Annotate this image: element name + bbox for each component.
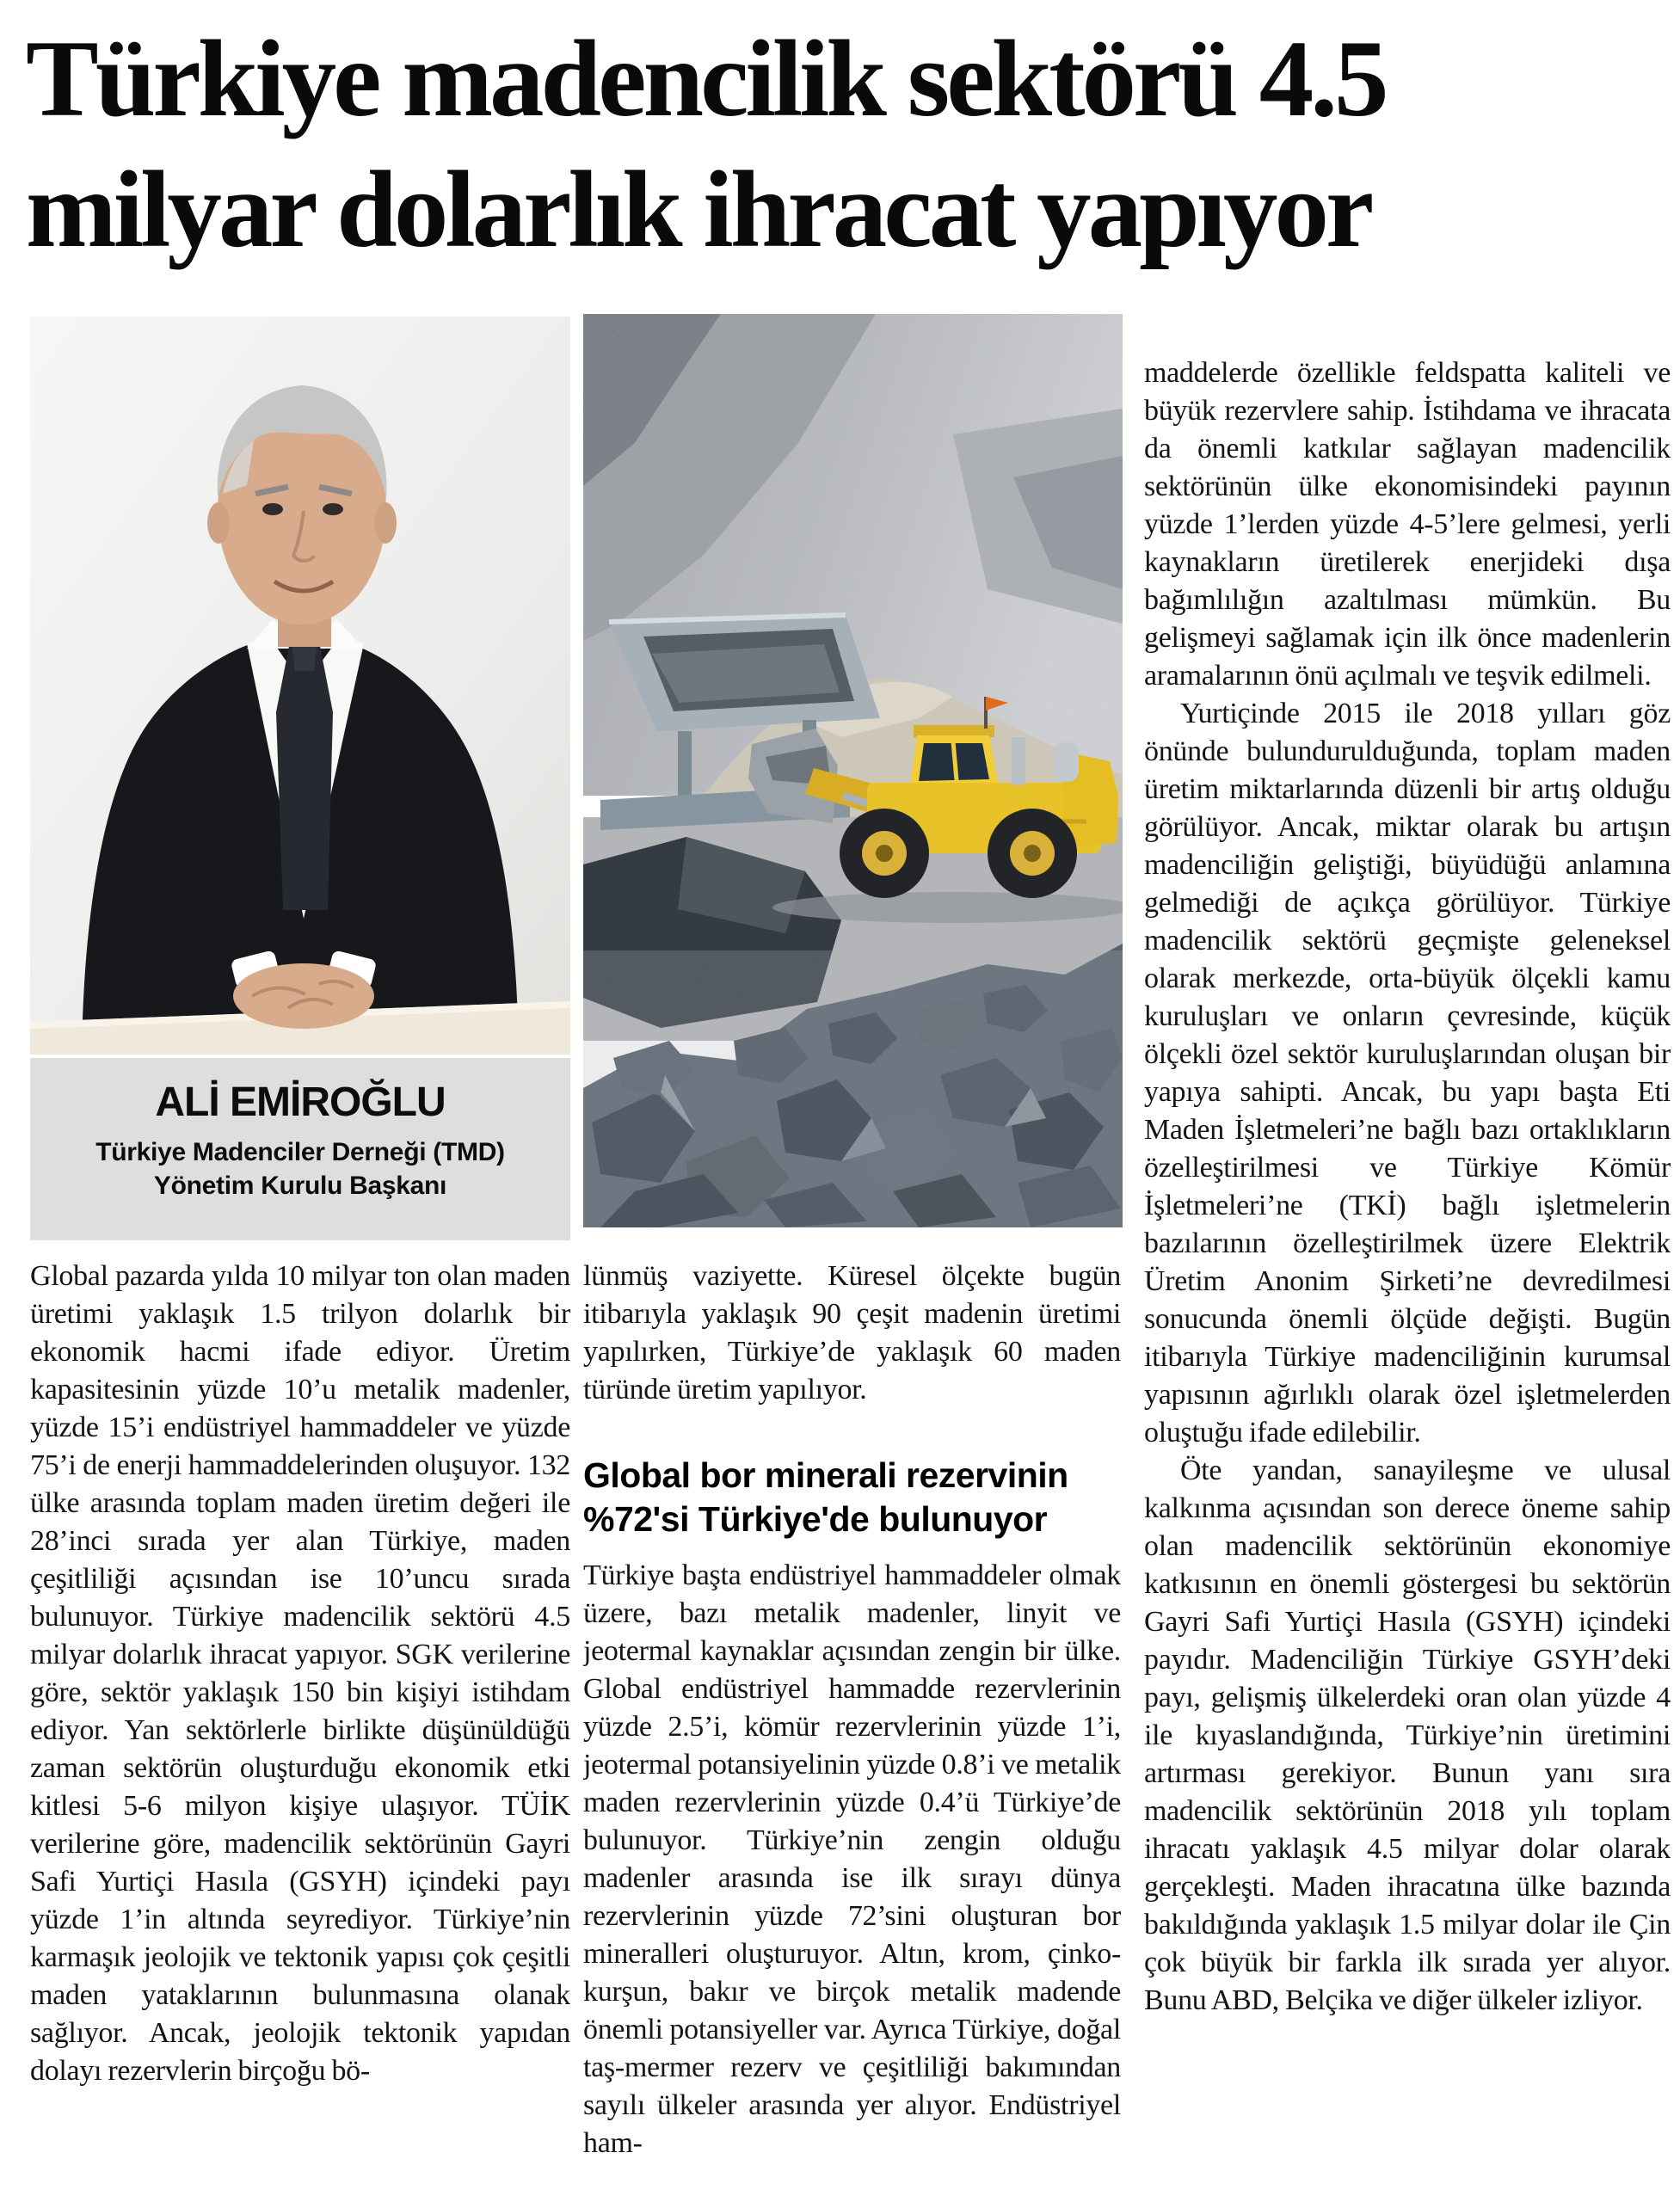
caption-title-line-2: Yönetim Kurulu Başkanı <box>153 1172 447 1200</box>
headline-line-1: Türkiye madencilik sektörü 4.5 <box>26 19 1386 139</box>
cab-roof <box>914 725 994 737</box>
headline <box>26 14 1660 275</box>
caption-name: ALİ EMİROĞLU <box>155 1079 446 1125</box>
ear-right <box>374 502 397 544</box>
subheadline <box>583 1454 1121 1541</box>
paragraph: lünmüş vaziyette. Küresel ölçekte bugün itibarıyla yaklaşık 90 çeşit madenin üretimi yapılırken, Türkiye’de yaklaşık 60 maden türünde üretim yapılıyor. <box>583 1260 1121 1405</box>
eye-right <box>323 503 343 515</box>
air-filter <box>1055 742 1079 782</box>
ear-left <box>207 502 230 544</box>
tie <box>276 642 333 910</box>
quarry-photo <box>583 314 1123 1227</box>
quarry-illustration <box>583 314 1123 1227</box>
rock-pile-texture <box>583 950 1123 1227</box>
exhaust-pipe <box>1012 737 1025 785</box>
paragraph: Öte yandan, sanayileşme ve ulusal kalkınma açısından son derece öneme sahip olan madencilik sektörünün ekonomiye katkısının en önemli göstergesi bu sektörün Gayri Safi Yurtiçi Hasıla (GSYH) içindeki payıdır. Madenciliğin Türkiye GSYH’deki payı, gelişmiş ülkelerdeki oran olan yüzde 4 ile kıyaslandığında, Türkiye’nin üretimini artırması gerekiyor. Bunun yanı sıra madencilik sektörünün 2018 yılı toplam ihracatı yaklaşık 4.5 milyar dolar olarak gerçekleşti. Maden ihracatına ülke bazında bakıldığında yaklaşık 1.5 milyar dolar ile Çin çok büyük bir farkla ilk sırada yer alıyor. Bunu ABD, Belçika ve diğer ülkeler izliyor. <box>1144 1455 1671 2016</box>
eye-left <box>262 503 283 515</box>
column-left <box>30 1258 570 2197</box>
portrait-photo <box>30 317 570 1055</box>
paragraph: Yurtiçinde 2015 ile 2018 yılları göz önünde bulundurulduğunda, toplam maden üretim miktarlarında düzenli bir artış olduğu görülüyor. Ancak, miktar olarak bu artışın madenciliğin geliştiği, büyüdüğü anlamına gelmediği de açıkça görülüyor. Türkiye madencilik sektörü geçmişte geleneksel olarak merkezde, orta-büyük ölçekli kamu kuruluşları ve onların çevresinde, küçük ölçekli özel sektör kuruluşlarından oluşan bir yapıya sahipti. Ancak, bu yapı başta Eti Maden İşletmeleri’ne bağlı bazı ortaklıkların özelleştirilmesi ve Türkiye Kömür İşletmeleri’ne (TKİ) bağlı işletmelerin bazılarının özelleştirilmek üzere Elektrik Üretim Anonim Şirketi’ne devredilmesi sonucunda önemli ölçüde değişti. Bugün itibarıyla Türkiye madenciliğinin kurumsal yapısının ağırlıklı olarak özel işletmelerden oluştuğu ifade edilebilir. <box>1144 698 1671 1449</box>
paragraph: maddelerde özellikle feldspatta kaliteli ve büyük rezervlere sahip. İstihdama ve ihracata da önemli katkılar sağlayan madencilik sektörünün ülke ekonomisindeki payının yüzde 1’lerden yüzde 4-5’lere gelmesi, yerli kaynakların üretilerek enerjideki dışa bağımlılığın azaltılması mümkün. Bu gelişmeyi sağlamak için ilk önce madenlerin aramalarının önü açılmalı ve teşvik edilmeli. <box>1144 357 1671 692</box>
paragraph: Global pazarda yılda 10 milyar ton olan maden üretimi yaklaşık 1.5 trilyon dolarlık bir ekonomik hacmi ifade ediyor. Üretim kapasitesinin yüzde 10’u metalik madenler, yüzde 15’i endüstriyel hammaddeler ve yüzde 75’i de enerji hammaddelerinden oluşuyor. 132 ülke arasında toplam maden üretim değeri ile 28’inci sırada yer alan Türkiye, maden çeşitliliği açısından ise 10’uncu sırada bulunuyor. Türkiye madencilik sektörü 4.5 milyar dolarlık ihracat yapıyor. SGK verilerine göre, sektör yaklaşık 150 bin kişiyi istihdam ediyor. Yan sektörlerle birlikte düşünüldüğü zaman sektörün oluşturduğu ekonomik etki kitlesi 5-6 milyon kişiye ulaşıyor. TÜİK verilerine göre, madencilik sektörünün Gayri Safi Yurtiçi Hasıla (GSYH) içindeki payı yüzde 1’in altında seyrediyor. Türkiye’nin karmaşık jeolojik ve tektonik yapısı çok çeşitli maden yataklarının bulunmasına olanak sağlıyor. Ancak, jeolojik tektonik yapıdan dolayı rezervlerin birçoğu bö- <box>30 1260 570 2087</box>
portrait-illustration <box>30 317 570 1055</box>
photo-caption <box>30 1058 570 1240</box>
rock-pile <box>583 944 1123 1227</box>
hopper-gravel <box>652 644 840 703</box>
subheadline-line-2: %72'si Türkiye'de bulunuyor <box>583 1499 1048 1539</box>
subheadline-line-1: Global bor minerali rezervinin <box>583 1455 1068 1495</box>
column-middle <box>583 1258 1121 2197</box>
loader-shadow <box>772 892 1123 923</box>
headline-line-2: milyar dolarlık ihracat yapıyor <box>26 150 1371 270</box>
rear-hub <box>1024 845 1041 862</box>
hopper-leg-1 <box>678 731 692 800</box>
paragraph: Türkiye başta endüstriyel hammaddeler olmak üzere, bazı metalik madenler, linyit ve jeotermal kaynaklar açısından zengin bir ülke. Global endüstriyel hammadde rezervlerinin yüzde 2.5’i, kömür rezervlerinin yüzde 1’i, jeotermal potansiyelinin yüzde 0.8’i ve metalik maden rezervlerinin yüzde 0.4’ü Türkiye’de bulunuyor. Türkiye’nin zengin olduğu madenler arasında ise ilk sırayı dünya rezervlerinin yüzde 72’sini oluşturan bor mineralleri oluşturuyor. Altın, krom, çinko-kurşun, bakır ve birçok metalik madende önemli potansiyeller var. Ayrıca Türkiye, doğal taş-mermer rezerv ve çeşitliliği bakımından sayılı ülkeler arasında yer alıyor. Endüstriyel ham- <box>583 1559 1121 2159</box>
caption-title <box>30 1135 570 1202</box>
column-right <box>1144 354 1671 2187</box>
front-hub <box>876 845 893 862</box>
caption-title-line-1: Türkiye Madenciler Derneği (TMD) <box>95 1138 505 1166</box>
